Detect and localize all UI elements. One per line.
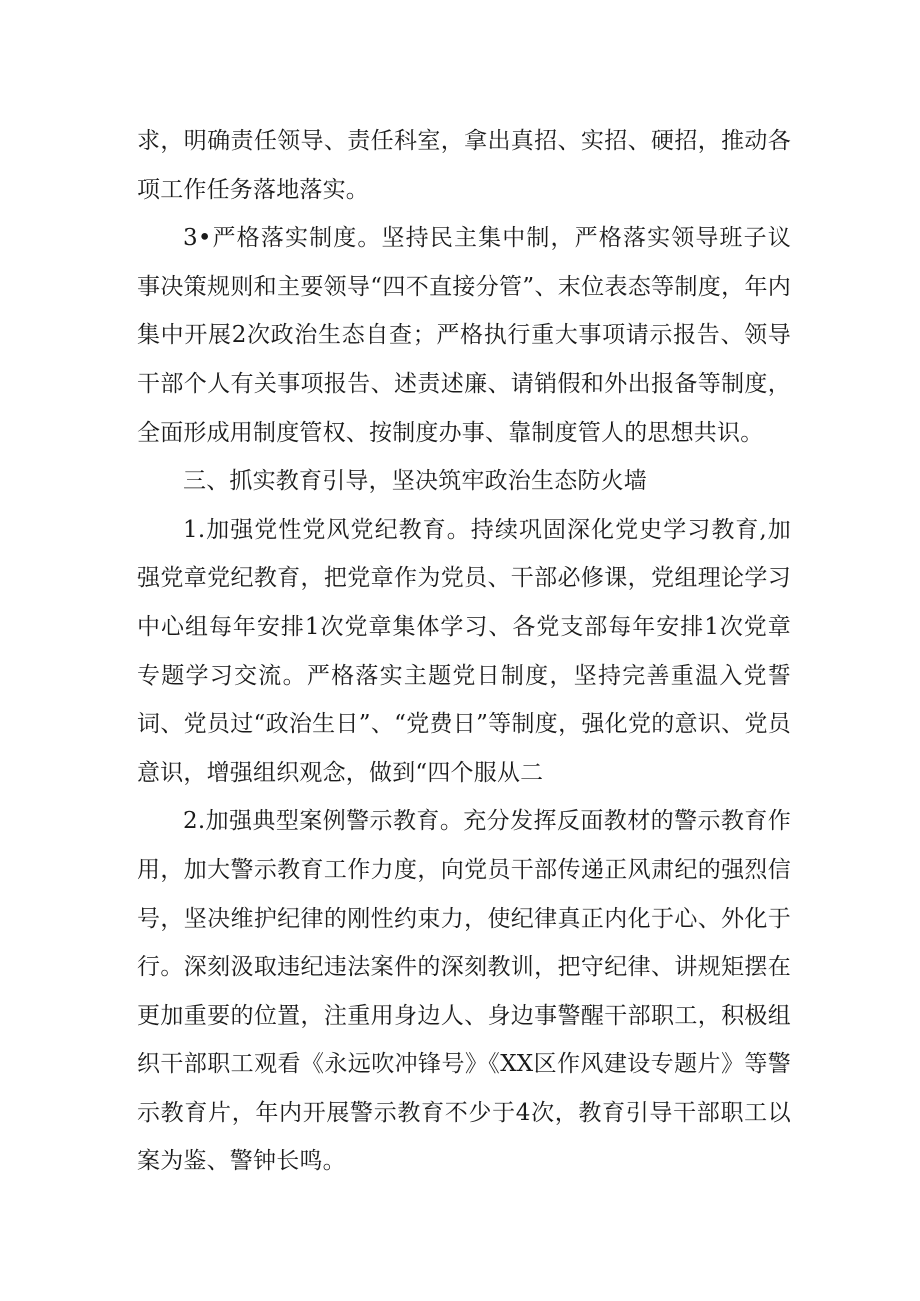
- paragraph-item-3-strict-implementation: 3•严格落实制度。坚持民主集中制，严格落实领导班子议事决策规则和主要领导“四不直接分管”、末位表态等制度，年内集中开展2次政治生态自查；严格执行重大事项请示报告、领导干部个人有关事项报告、述责述廉、请销假和外出报备等制度，全面形成用制度管权、按制度办事、靠制度管人的思想共识。: [137, 225, 791, 446]
- section-3-heading: 三、抓实教育引导，坚决筑牢政治生态防火墙: [183, 468, 647, 495]
- paragraph-item-2-warning-education: 2.加强典型案例警示教育。充分发挥反面教材的警示教育作用，加大警示教育工作力度，向党员干部传递正风肃纪的强烈信号，坚决维护纪律的刚性约束力，使纪律真正内化于心、外化于行。深刻汲取违纪违法案件的深刻教训，把守纪律、讲规矩摆在更加重要的位置，注重用身边人、身边事警醒干部职工，积极组织干部职工观看《永远吹冲锋号》《XX区作风建设专题片》等警示教育片，年内开展警示教育不少于4次，教育引导干部职工以案为鉴、警钟长鸣。: [137, 808, 791, 1175]
- paragraph-item-1-party-education: 1.加强党性党风党纪教育。持续巩固深化党史学习教育,加强党章党纪教育，把党章作为党员、干部必修课，党组理论学习中心组每年安排1次党章集体学习、各党支部每年安排1次党章专题学习交流。严格落实主题党日制度，坚持完善重温入党誓词、党员过“政治生日”、“党费日”等制度，强化党的意识、党员意识，增强组织观念，做到“四个服从二: [137, 516, 791, 786]
- document-body: [137, 117, 791, 1186]
- paragraph-continuation: 求，明确责任领导、责任科室，拿出真招、实招、硬招，推动各项工作任务落地落实。: [137, 128, 791, 203]
